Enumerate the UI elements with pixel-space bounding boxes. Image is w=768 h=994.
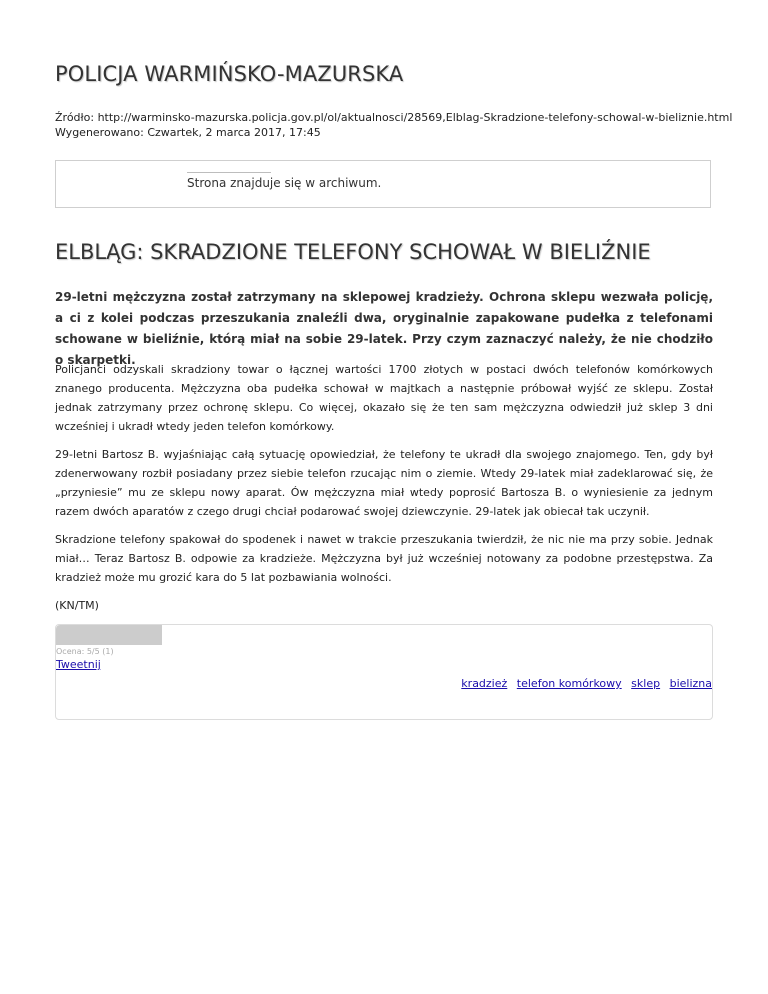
tag-link[interactable]: kradzież (461, 677, 508, 690)
generated-line: Wygenerowano: Czwartek, 2 marca 2017, 17:45 (55, 126, 321, 139)
article-title: ELBLĄG: SKRADZIONE TELEFONY SCHOWAŁ W BIELIŹNIE (55, 240, 651, 264)
tag-link[interactable]: sklep (631, 677, 661, 690)
article-signature: (KN/TM) (55, 599, 99, 612)
article-paragraph: Policjanci odzyskali skradziony towar o łącznej wartości 1700 złotych w postaci dwóch telefonów komórkowych znanego producenta. Mężczyzna oba pudełka schował w majtkach a następnie próbował wyjść ze sklepu. Został jednak zatrzymany przez ochronę sklepu. Co więcej, okazało się że ten sam mężczyzna odwiedził już sklep 3 dni wcześniej i ukradł wtedy jeden telefon komórkowy. (55, 363, 713, 433)
archive-notice-box (55, 160, 711, 208)
page-meta (55, 110, 732, 140)
article-body (55, 360, 713, 624)
tweet-link[interactable]: Tweetnij (56, 658, 101, 671)
site-title: POLICJA WARMIŃSKO-MAZURSKA (55, 62, 404, 86)
tag-link[interactable]: telefon komórkowy (516, 677, 622, 690)
article-footer (55, 624, 713, 720)
source-line: Źródło: http://warminsko-mazurska.policja.gov.pl/ol/aktualnosci/28569,Elblag-Skradzione-telefony-schowal-w-bieliznie.html (55, 111, 733, 124)
archive-divider (187, 172, 271, 173)
rating-label: Ocena: 5/5 (1) (56, 647, 114, 656)
article-paragraph: 29-letni Bartosz B. wyjaśniając całą sytuację opowiedział, że telefony te ukradł dla swojego znajomego. Ten, gdy był zdenerwowany rozbił posiadany przez siebie telefon rzucając nim o ziemie. Wtedy 29-latek miał zadeklarować się, że „przyniesie” mu ze sklepu nowy aparat. Ów mężczyzna miał wtedy poprosić Bartosza B. o wyniesienie za jednym razem dwóch aparatów z czego drugi chciał podarować swojej dziewczynie. 29-latek jak obiecał tak uczynił. (55, 448, 713, 518)
article-paragraph: Skradzione telefony spakował do spodenek i nawet w trakcie przeszukania twierdził, że nic nie ma przy sobie. Jednak miał… Teraz Bartosz B. odpowie za kradzieże. Mężczyzna był już wcześniej notowany za podobne przestępstwa. Za kradzież może mu grozić kara do 5 lat pozbawiania wolności. (55, 533, 713, 584)
article-lead: 29-letni mężczyzna został zatrzymany na sklepowej kradzieży. Ochrona sklepu wezwała policję, a ci z kolei podczas przeszukania znaleźli dwa, oryginalnie zapakowane pudełka z telefonami schowane w bieliźnie, którą miał na sobie 29-latek. Przy czym zaznaczyć należy, że nie chodziło o skarpetki. (55, 290, 713, 367)
tag-link[interactable]: bielizna (669, 677, 712, 690)
rating-bar[interactable] (56, 625, 162, 645)
tag-list (455, 677, 712, 690)
archive-notice: Strona znajduje się w archiwum. (187, 176, 382, 190)
